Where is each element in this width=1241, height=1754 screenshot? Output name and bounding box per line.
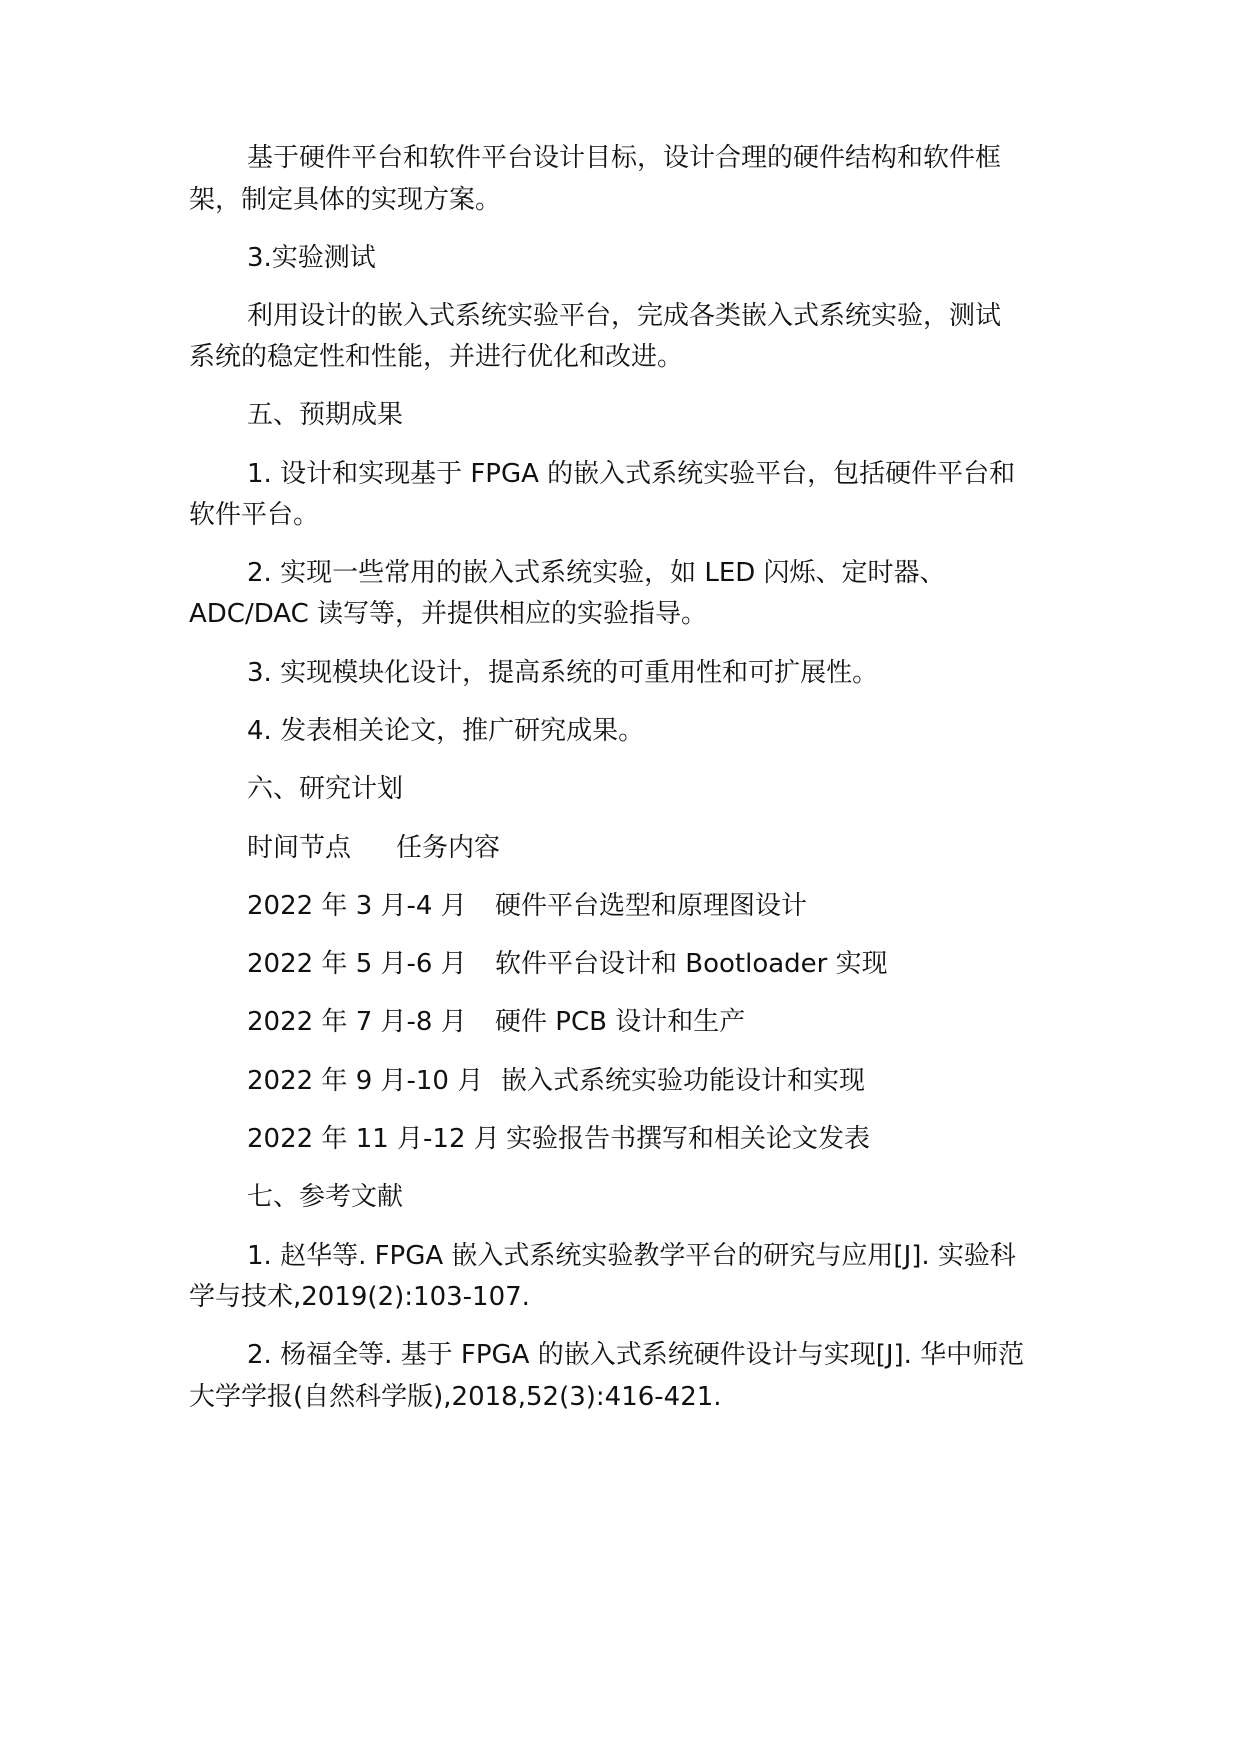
section-heading-plan: 六、研究计划 (247, 774, 404, 804)
result-item-4: 4. 发表相关论文，推广研究成果。 (247, 716, 645, 746)
reference-item-1-line1: 1. 赵华等. FPGA 嵌入式系统实验教学平台的研究与应用[J]. 实验科 (247, 1241, 1016, 1271)
paragraph-design-line2: 架，制定具体的实现方案。 (189, 185, 502, 215)
reference-item-1-line2: 学与技术,2019(2):103-107. (189, 1282, 530, 1312)
plan-row-time: 2022 年 3 月-4 月 (247, 891, 467, 921)
plan-row-time: 2022 年 5 月-6 月 (247, 949, 467, 979)
plan-row-task: 嵌入式系统实验功能设计和实现 (501, 1066, 866, 1096)
section-heading-test: 3.实验测试 (247, 243, 376, 273)
plan-row-time: 2022 年 9 月-10 月 (247, 1066, 484, 1096)
section-heading-references: 七、参考文献 (247, 1182, 404, 1212)
result-item-1-line2: 软件平台。 (189, 500, 320, 530)
result-item-3: 3. 实现模块化设计，提高系统的可重用性和可扩展性。 (247, 658, 879, 688)
plan-row-task: 硬件平台选型和原理图设计 (495, 891, 808, 921)
section-heading-results: 五、预期成果 (247, 400, 404, 430)
paragraph-test-line2: 系统的稳定性和性能，并进行优化和改进。 (189, 342, 684, 372)
plan-row-task: 实验报告书撰写和相关论文发表 (506, 1124, 871, 1154)
paragraph-test-line1: 利用设计的嵌入式系统实验平台，完成各类嵌入式系统实验，测试 (247, 301, 1002, 331)
plan-header-row (247, 831, 501, 865)
plan-row (247, 889, 808, 923)
plan-header-task: 任务内容 (396, 833, 501, 863)
plan-row (247, 1064, 866, 1098)
result-item-1-line1: 1. 设计和实现基于 FPGA 的嵌入式系统实验平台，包括硬件平台和 (247, 459, 1016, 489)
reference-item-2-line2: 大学学报(自然科学版),2018,52(3):416-421. (189, 1382, 722, 1412)
result-item-2-line2: ADC/DAC 读写等，并提供相应的实验指导。 (189, 599, 708, 629)
paragraph-design-line1: 基于硬件平台和软件平台设计目标，设计合理的硬件结构和软件框 (247, 143, 1002, 173)
plan-header-time: 时间节点 (247, 833, 352, 863)
plan-row-task: 硬件 PCB 设计和生产 (495, 1007, 746, 1037)
result-item-2-line1: 2. 实现一些常用的嵌入式系统实验，如 LED 闪烁、定时器、 (247, 558, 946, 588)
plan-row-task: 软件平台设计和 Bootloader 实现 (495, 949, 888, 979)
reference-item-2-line1: 2. 杨福全等. 基于 FPGA 的嵌入式系统硬件设计与实现[J]. 华中师范 (247, 1340, 1025, 1370)
plan-row-time: 2022 年 7 月-8 月 (247, 1007, 467, 1037)
plan-row (247, 1122, 871, 1156)
plan-row (247, 1005, 746, 1039)
plan-row (247, 947, 888, 981)
plan-row-time: 2022 年 11 月-12 月 (247, 1124, 500, 1154)
